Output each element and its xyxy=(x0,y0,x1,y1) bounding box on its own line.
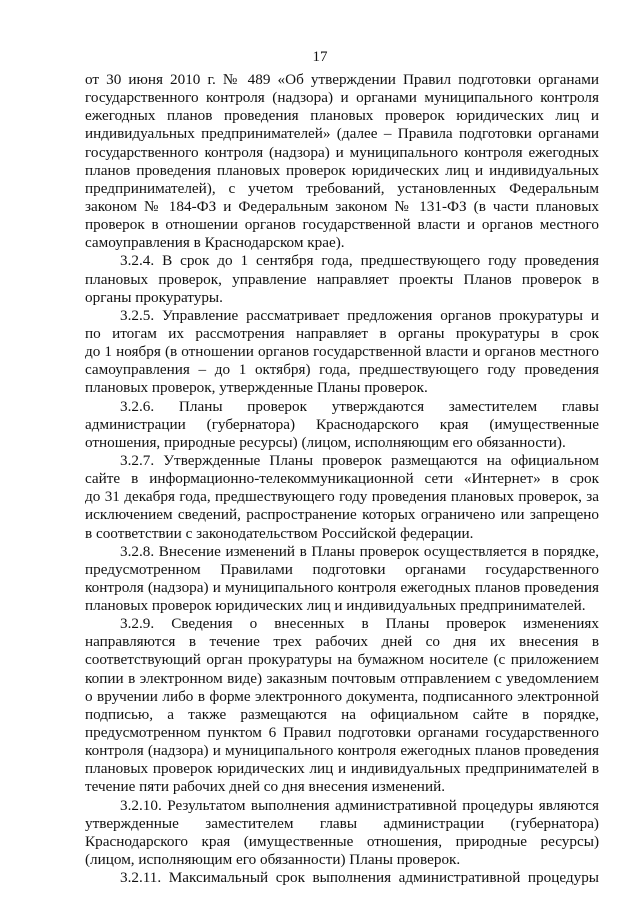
text-line: ежегодных планов проведения плановых проверок юридических лиц и xyxy=(85,107,599,125)
text-line: течение пяти рабочих дней со дня внесения изменений. xyxy=(85,778,445,796)
text-line: по итогам их рассмотрения направляет в органы прокуратуры в срок xyxy=(85,324,599,342)
text-line: от 30 июня 2010 г. № 489 «Об утверждении Правил подготовки органами xyxy=(85,71,599,88)
text-line: самоуправления в Краснодарском крае). xyxy=(85,234,345,252)
text-line: контроля (надзора) и муниципального контроля ежегодных планов проведения xyxy=(85,578,599,596)
text-line: проверок в отношении органов государственной власти и органов местного xyxy=(85,216,599,234)
text-line: 3.2.7. Утвержденные Планы проверок размещаются на официальном xyxy=(120,451,599,469)
text-line: законом № 184-ФЗ и Федеральным законом № 131-ФЗ (в части плановых xyxy=(85,197,599,215)
text-line: копии в электронном виде) заказным почтовым отправлением с уведомлением xyxy=(85,669,599,687)
text-line: 3.2.6. Планы проверок утверждаются заместителем главы xyxy=(120,397,599,415)
text-line: сайте в информационно-телекоммуникационной сети «Интернет» в срок xyxy=(85,470,599,488)
text-line: плановых проверок, утвержденные Планы проверок. xyxy=(85,379,428,397)
text-line: 3.2.8. Внесение изменений в Планы проверок осуществляется в порядке, xyxy=(120,542,599,560)
text-line: органы прокуратуры. xyxy=(85,288,223,306)
text-line: контроля (надзора) и муниципального контроля ежегодных планов проведения xyxy=(85,742,599,760)
text-line: администрации (губернатора) Краснодарского края (имущественные xyxy=(85,415,599,433)
text-line: направляются в течение трех рабочих дней со дня их внесения в xyxy=(85,633,599,651)
text-line: до 1 ноября (в отношении органов государственной власти и органов местного xyxy=(85,343,599,361)
text-line: 3.2.11. Максимальный срок выполнения административной процедуры xyxy=(120,869,599,887)
text-line: плановых проверок юридических лиц и индивидуальных предпринимателей в xyxy=(85,760,599,778)
text-line: до 31 декабря года, предшествующего году проведения плановых проверок, за xyxy=(85,488,599,506)
text-line: самоуправления – до 1 октября) года, предшествующего году проведения xyxy=(85,361,599,379)
text-line: государственного контроля (надзора) и органами муниципального контроля xyxy=(85,89,599,107)
page-number: 17 xyxy=(312,49,328,65)
text-line: отношения, природные ресурсы) (лицом, исполняющим его обязанности). xyxy=(85,433,566,451)
text-line: Краснодарского края (имущественные отношения, природные ресурсы) xyxy=(85,832,599,850)
text-line: предусмотренном Правилами подготовки органами государственного xyxy=(85,560,599,578)
text-line: (лицом, исполняющим его обязанности) Планы проверок. xyxy=(85,851,461,869)
text-line: плановых проверок юридических лиц и индивидуальных предпринимателей. xyxy=(85,597,586,615)
text-line: 3.2.9. Сведения о внесенных в Планы проверок изменениях xyxy=(120,615,599,633)
text-line: планов проведения плановых проверок юридических лиц и индивидуальных xyxy=(85,161,599,179)
text-line: исключением сведений, распространение которых ограничено или запрещено xyxy=(85,506,599,524)
text-line: о вручении либо в форме электронного документа, подписанного электронной xyxy=(85,687,599,705)
text-line: 3.2.4. В срок до 1 сентября года, предшествующего году проведения xyxy=(120,252,599,270)
text-line: соответствующий орган прокуратуры на бумажном носителе (с приложением xyxy=(85,651,599,669)
text-line: плановых проверок, управление направляет проекты Планов проверок в xyxy=(85,270,599,288)
text-line: утвержденные заместителем главы администрации (губернатора) xyxy=(85,814,599,832)
text-line: подписью, а также размещаются на официальном сайте в порядке, xyxy=(85,705,599,723)
text-line: индивидуальных предпринимателей» (далее – Правила подготовки органами xyxy=(85,125,599,143)
text-line: 3.2.5. Управление рассматривает предложения органов прокуратуры и xyxy=(120,306,599,324)
text-line: предусмотренном пунктом 6 Правил подготовки органами государственного xyxy=(85,724,599,742)
text-line: предпринимателей), с учетом требований, установленных Федеральным xyxy=(85,179,599,197)
text-line: в соответствии с законодательством Российской федерации. xyxy=(85,524,474,542)
text-line: государственного контроля (надзора) и муниципального контроля ежегодных xyxy=(85,143,599,161)
text-line: 3.2.10. Результатом выполнения административной процедуры являются xyxy=(120,796,599,814)
